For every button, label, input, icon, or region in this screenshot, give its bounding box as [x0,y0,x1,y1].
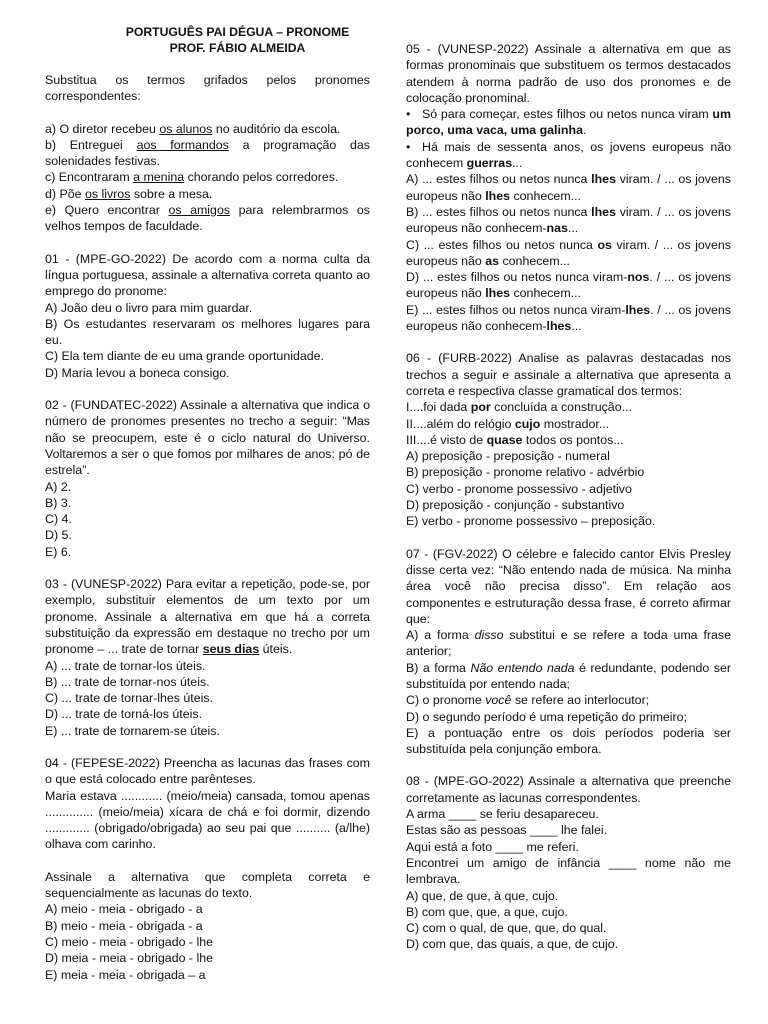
answer-option: E) 6. [45,544,72,559]
intro-item: d) Põe os livros sobre a mesa. [45,186,213,201]
fill-line: Estas são as pessoas ____ lhe falei. [406,823,608,838]
answer-option: E) ... trate de tornarem-se úteis. [45,723,220,738]
answer-option: B) ... estes filhos ou netos nunca lhes viram. / ... os jovens europeus não conhecem-nas... [406,204,731,236]
answer-option: A) a forma disso substitui e se refere a toda uma frase anterior; [406,628,731,659]
header [75,24,400,56]
answer-option: C) com o qual, de que, que, do qual. [406,921,607,936]
answer-option: E) a pontuação entre os dois períodos poderia ser substituída pela conjunção embora. [406,725,731,757]
answer-option: D) Maria levou a boneca consigo. [45,365,230,380]
answer-option: A) João deu o livro para mim guardar. [45,300,253,315]
answer-option: B) a forma Não entendo nada é redundante, podendo ser substituída por entendo nada; [406,660,731,691]
answer-option: C) o pronome você se refere ao interlocutor; [406,693,650,708]
question-03 [45,576,370,739]
intro-item: c) Encontraram a menina chorando pelos corredores. [45,170,339,185]
excerpt-line: I....foi dada por concluída a construção... [406,400,632,415]
excerpt-line: II....além do relógio cujo mostrador... [406,416,610,431]
fill-line: Encontrei um amigo de infância ____ nome não me lembrava. [406,855,731,887]
fill-line: A arma ____ se feriu desapareceu. [406,807,599,822]
answer-option: D) 5. [45,528,72,543]
answer-option: A) meio - meia - obrigado - a [45,902,203,917]
question-text: 02 - (FUNDATEC-2022) Assinale a alternativa que indica o número de pronomes presentes no trecho a seguir: “Mas não se preocupem, este é o ciclo natural do Universo. Voltaremos a ser o que fomos por milhares de anos: pó de estrela”. [45,398,370,478]
answer-option: E) ... estes filhos ou netos nunca viram-lhes. / ... os jovens europeus não conhecem-lhes... [406,302,732,334]
question-08 [406,773,731,952]
answer-option: C) 4. [45,512,72,527]
fill-line: Aqui está a foto ____ me referi. [406,839,579,854]
answer-option: D) o segundo período é uma repetição do primeiro; [406,709,688,724]
intro-item: b) Entreguei aos formandos a programação das solenidades festivas. [45,137,370,169]
answer-option: C) ... estes filhos ou netos nunca os viram. / ... os jovens europeus não as conhecem... [406,237,731,268]
answer-option: D) ... trate de torná-los úteis. [45,707,203,722]
answer-option: A) ... trate de tornar-los úteis. [45,658,206,673]
question-text: 05 - (VUNESP-2022) Assinale a alternativa em que as formas pronominais que substituem os termos destacados atendem à norma padrão de uso dos pronomes e de colocação pronominal. [406,42,731,105]
author-name: PROF. FÁBIO ALMEIDA [169,41,306,55]
question-02 [45,397,370,560]
answer-option: A) que, de que, à que, cujo. [406,888,559,903]
answer-option: B) meio - meia - obrigada - a [45,918,203,933]
question-text: 03 - (VUNESP-2022) Para evitar a repetição, pode-se, por exemplo, substituir elementos de um texto por um pronome. Assinale a alternativa em que há a correta substituição da expressão em destaque no trecho por um pronome – ... trate de tornar seus dias úteis. [45,577,370,657]
question-04 [45,755,370,983]
answer-option: D) ... estes filhos ou netos nunca viram-nos. / ... os jovens europeus não lhes conhecem... [406,270,731,301]
answer-option: D) com que, das quais, a que, de cujo. [406,937,619,952]
answer-option: C) ... trate de tornar-lhes úteis. [45,691,214,706]
question-text: 07 - (FGV-2022) O célebre e falecido cantor Elvis Presley disse certa vez: “Não entendo nada de música. Na minha área você não precisa disso”. Em relação aos componentes e estruturação dessa frase, é correto afirmar que: [406,546,731,626]
question-text: 08 - (MPE-GO-2022) Assinale a alternativa que preenche corretamente as lacunas correspondentes. [406,774,731,805]
answer-option: B) 3. [45,495,72,510]
question-text: 06 - (FURB-2022) Analise as palavras destacadas nos trechos a seguir e assinale a alternativa que apresenta a correta e respectiva classe gramatical dos termos: [406,351,731,398]
question-06 [406,350,731,529]
answer-option: C) verbo - pronome possessivo - adjetivo [406,481,632,496]
answer-option: C) Ela tem diante de eu uma grande oportunidade. [45,349,324,364]
excerpt-line: III....é visto de quase todos os pontos... [406,432,624,447]
answer-option: C) meio - meia - obrigado - lhe [45,934,214,949]
question-05 [406,41,731,334]
question-07 [406,546,731,758]
answer-option: B) ... trate de tornar-nos úteis. [45,674,210,689]
question-text: 01 - (MPE-GO-2022) De acordo com a norma culta da língua portuguesa, assinale a alternativa correta quanto ao emprego do pronome: [45,251,370,299]
left-column [45,24,370,983]
question-instruction: Assinale a alternativa que completa correta e sequencialmente as lacunas do texto. [45,869,370,901]
bullet-item: • Há mais de sessenta anos, os jovens europeus não conhecem guerras... [406,139,731,172]
intro-instruction: Substitua os termos grifados pelos pronomes correspondentes: [45,73,370,104]
answer-option: A) ... estes filhos ou netos nunca lhes viram. / ... os jovens europeus não lhes conhecem... [406,172,731,203]
answer-option: B) preposição - pronome relativo - advérbio [406,465,645,480]
question-body: Maria estava ............ (meio/meia) cansada, tomou apenas .............. (meio/meia) xícara de chá e foi dormir, dizendo ............. (obrigado/obrigada) ao seu pai que .......... (a/lhe) olhava com carinho. [45,788,370,852]
right-column [406,41,731,953]
question-01 [45,251,370,381]
intro-item: e) Quero encontrar os amigos para relembrarmos os velhos tempos de faculdade. [45,203,370,234]
answer-option: E) meia - meia - obrigada – a [45,967,206,982]
page-title: PORTUGUÊS PAI DÉGUA – PRONOME [125,25,350,39]
answer-option: D) preposição - conjunção - substantivo [406,498,625,513]
intro-section [45,72,370,235]
question-text: 04 - (FEPESE-2022) Preencha as lacunas das frases com o que está colocado entre parênteses. [45,755,370,787]
answer-option: D) meia - meia - obrigado - lhe [45,951,214,966]
bullet-item: • Só para começar, estes filhos ou netos nunca viram um porco, uma vaca, uma galinha. [406,106,731,139]
intro-item: a) O diretor recebeu os alunos no auditório da escola. [45,121,341,136]
answer-option: E) verbo - pronome possessivo – preposição. [406,514,656,529]
answer-option: A) preposição - preposição - numeral [406,449,610,464]
answer-option: B) Os estudantes reservaram os melhores lugares para eu. [45,316,370,348]
answer-option: A) 2. [45,479,72,494]
answer-option: B) com que, que, a que, cujo. [406,904,568,919]
